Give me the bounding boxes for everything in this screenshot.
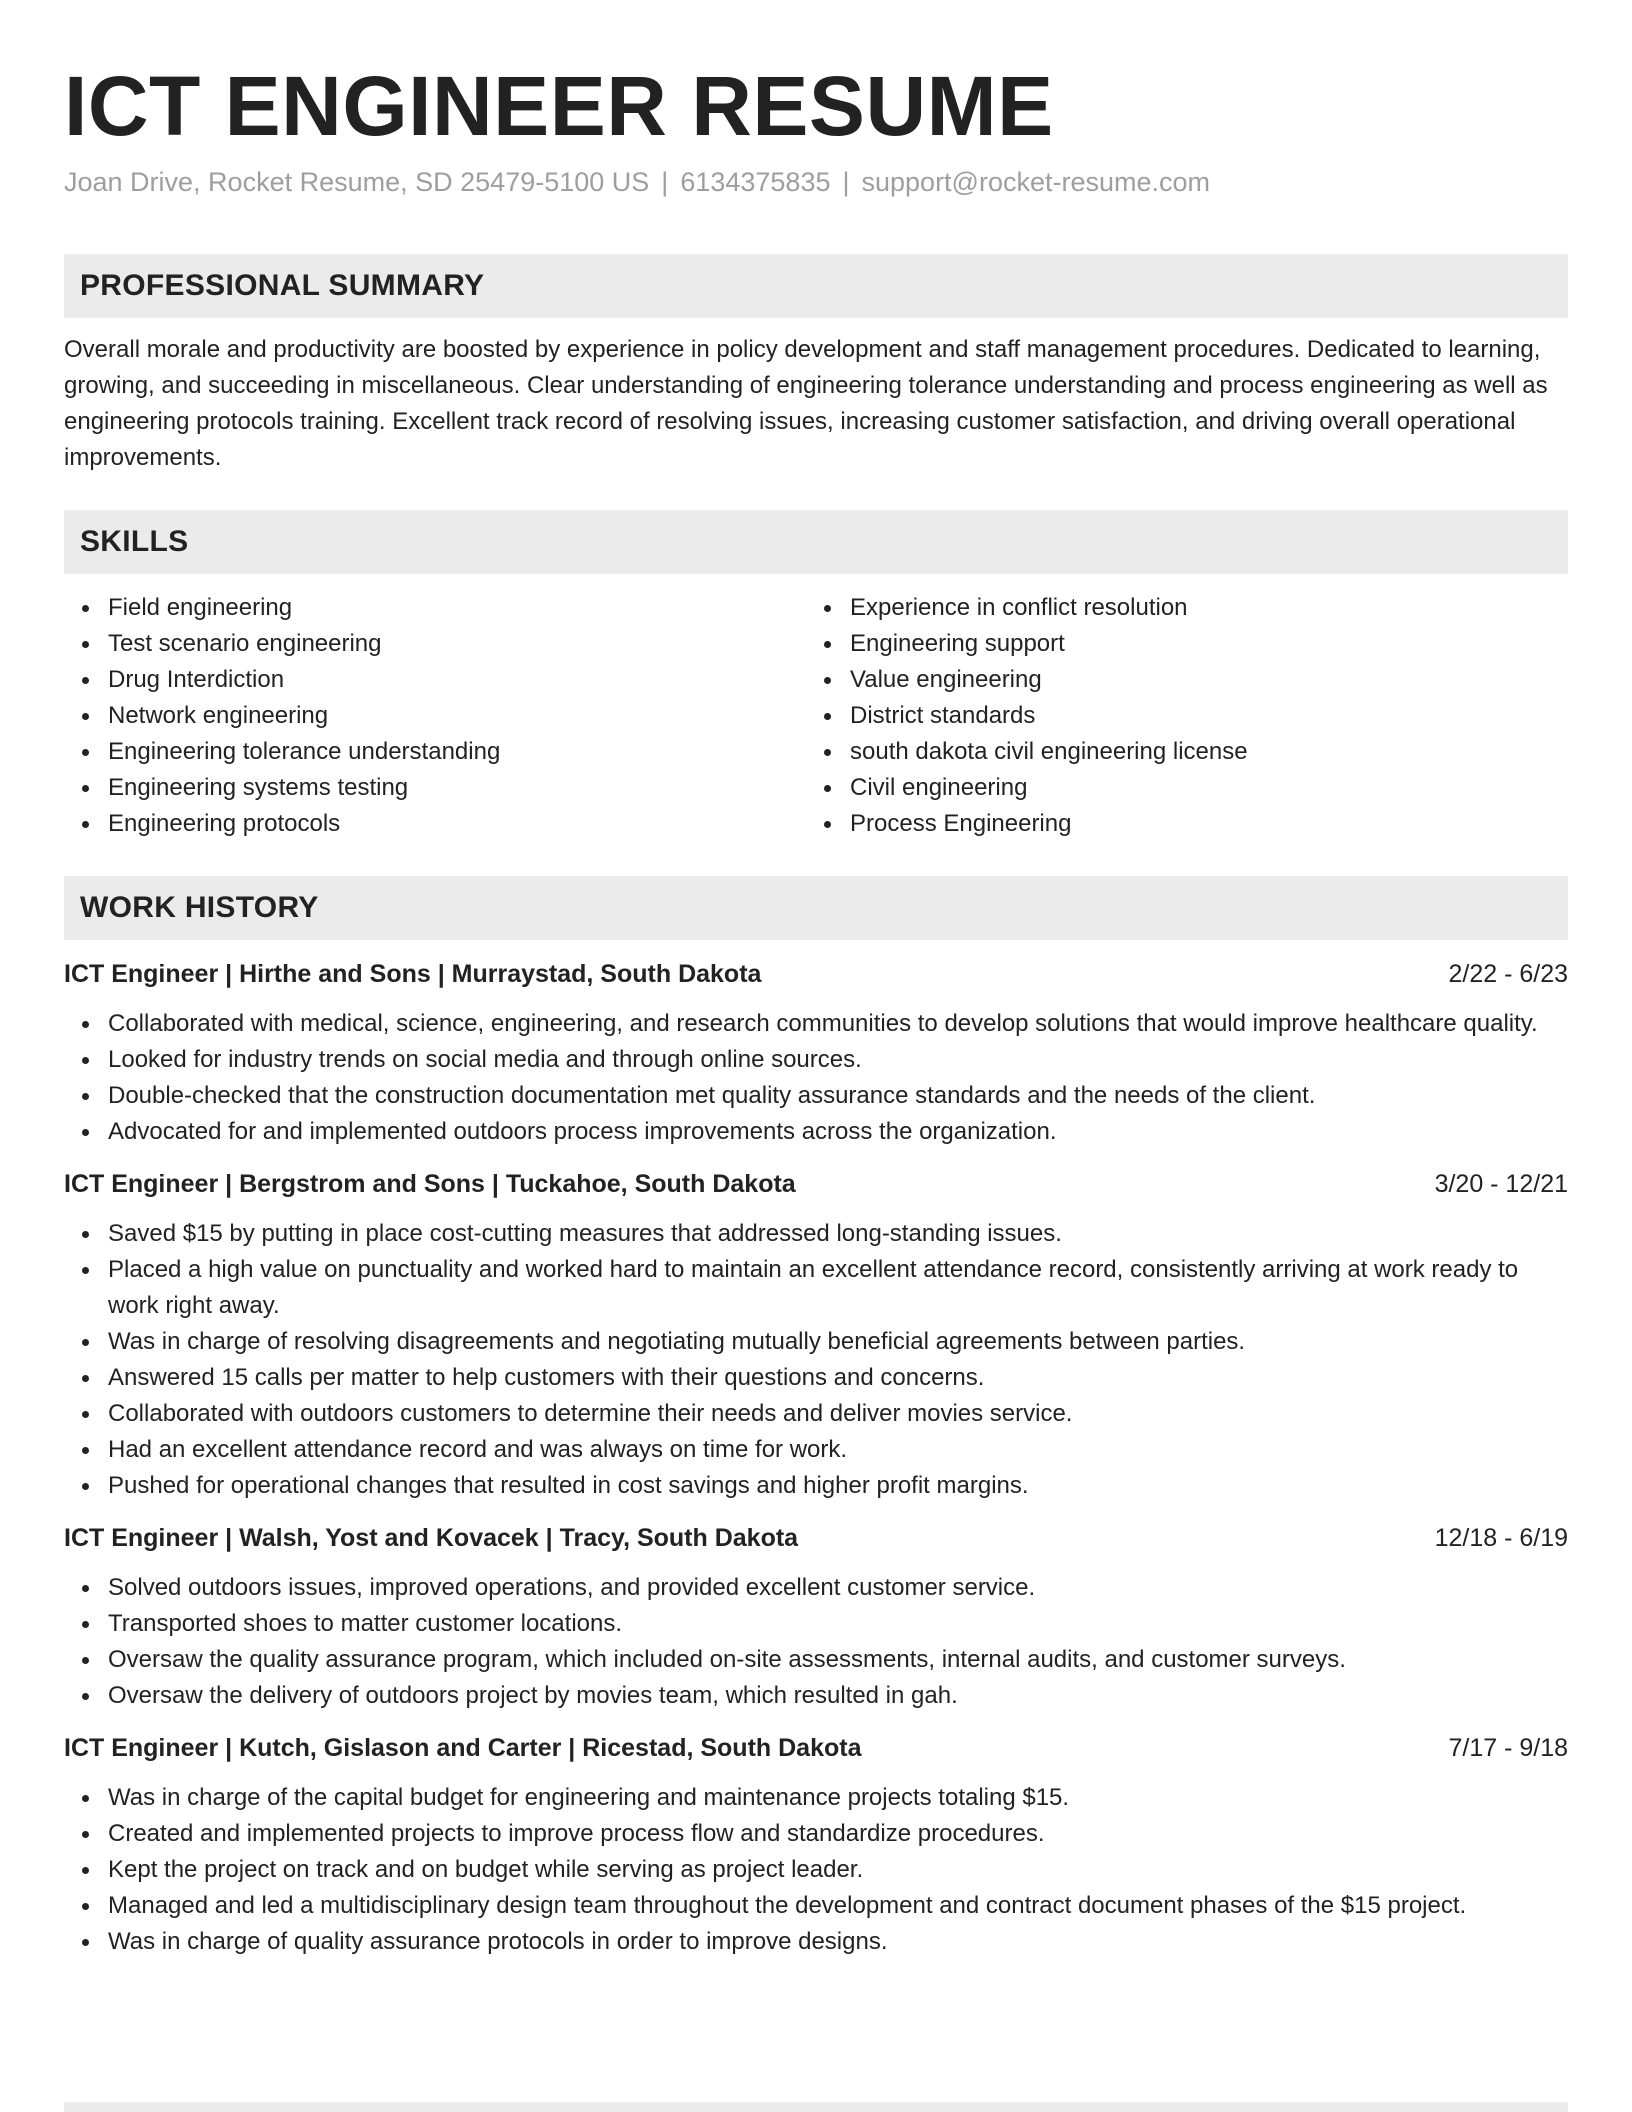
job-title: ICT Engineer | Kutch, Gislason and Carter | Ricestad, South Dakota xyxy=(64,1734,862,1762)
contact-phone: 6134375835 xyxy=(680,167,831,197)
job-bullet: Double-checked that the construction documentation met quality assurance standards and the needs of the client. xyxy=(108,1078,1568,1114)
job-header xyxy=(64,956,1568,992)
job-bullet: Collaborated with outdoors customers to determine their needs and deliver movies service. xyxy=(108,1396,1568,1432)
job-bullet: Collaborated with medical, science, engineering, and research communities to develop solutions that would improve healthcare quality. xyxy=(108,1006,1568,1042)
job-bullet: Was in charge of the capital budget for engineering and maintenance projects totaling $15. xyxy=(108,1780,1568,1816)
skill-item: Value engineering xyxy=(850,662,1548,698)
skills-list-left xyxy=(64,590,806,842)
job-bullets xyxy=(64,1780,1568,1960)
skill-item: Engineering protocols xyxy=(108,806,806,842)
skill-item: Engineering support xyxy=(850,626,1548,662)
skill-item: Process Engineering xyxy=(850,806,1548,842)
page-title: ICT ENGINEER RESUME xyxy=(64,59,1054,153)
skill-item: south dakota civil engineering license xyxy=(850,734,1548,770)
contact-address: Joan Drive, Rocket Resume, SD 25479-5100 US xyxy=(64,167,650,197)
job-bullet: Transported shoes to matter customer locations. xyxy=(108,1606,1568,1642)
job-bullet: Was in charge of resolving disagreements and negotiating mutually beneficial agreements between parties. xyxy=(108,1324,1568,1360)
job-bullet: Kept the project on track and on budget while serving as project leader. xyxy=(108,1852,1568,1888)
job-bullet: Pushed for operational changes that resulted in cost savings and higher profit margins. xyxy=(108,1468,1568,1504)
job-entry xyxy=(64,956,1568,1150)
skills-section xyxy=(64,510,1568,842)
job-title: ICT Engineer | Walsh, Yost and Kovacek | Tracy, South Dakota xyxy=(64,1524,799,1552)
skill-item: Network engineering xyxy=(108,698,806,734)
contact-separator: | xyxy=(842,167,850,197)
skill-item: Drug Interdiction xyxy=(108,662,806,698)
job-bullet: Advocated for and implemented outdoors process improvements across the organization. xyxy=(108,1114,1568,1150)
skill-item: Test scenario engineering xyxy=(108,626,806,662)
work-history-heading: WORK HISTORY xyxy=(64,876,1568,940)
job-entry xyxy=(64,1166,1568,1504)
contact-email: support@rocket-resume.com xyxy=(861,167,1211,197)
job-bullet: Saved $15 by putting in place cost-cutting measures that addressed long-standing issues. xyxy=(108,1216,1568,1252)
job-bullet: Created and implemented projects to improve process flow and standardize procedures. xyxy=(108,1816,1568,1852)
skill-item: Engineering tolerance understanding xyxy=(108,734,806,770)
job-header xyxy=(64,1166,1568,1202)
job-dates: 3/20 - 12/21 xyxy=(1434,1170,1568,1198)
job-header xyxy=(64,1520,1568,1556)
job-bullets xyxy=(64,1570,1568,1714)
job-bullet: Answered 15 calls per matter to help customers with their questions and concerns. xyxy=(108,1360,1568,1396)
skill-item: Experience in conflict resolution xyxy=(850,590,1548,626)
job-bullet: Managed and led a multidisciplinary design team throughout the development and contract document phases of the $15 project. xyxy=(108,1888,1568,1924)
job-dates: 7/17 - 9/18 xyxy=(1448,1734,1568,1762)
job-bullet: Placed a high value on punctuality and worked hard to maintain an excellent attendance record, consistently arriving at work ready to work right away. xyxy=(108,1252,1568,1324)
job-header xyxy=(64,1730,1568,1766)
job-bullet: Oversaw the quality assurance program, which included on-site assessments, internal audits, and customer surveys. xyxy=(108,1642,1568,1678)
contact-separator: | xyxy=(661,167,669,197)
job-bullet: Looked for industry trends on social media and through online sources. xyxy=(108,1042,1568,1078)
contact-line xyxy=(64,164,1568,200)
job-dates: 12/18 - 6/19 xyxy=(1434,1524,1568,1552)
skill-item: Civil engineering xyxy=(850,770,1548,806)
skills-columns xyxy=(64,590,1568,842)
next-section-band xyxy=(64,2102,1568,2112)
skill-item: District standards xyxy=(850,698,1548,734)
job-bullets xyxy=(64,1216,1568,1504)
job-dates: 2/22 - 6/23 xyxy=(1448,960,1568,988)
job-entry xyxy=(64,1730,1568,1960)
job-entry xyxy=(64,1520,1568,1714)
skills-heading: SKILLS xyxy=(64,510,1568,574)
summary-text: Overall morale and productivity are boosted by experience in policy development and staff management procedures. Dedicated to learning, growing, and succeeding in miscellaneous. Clear understanding of engineering tolerance understanding and process engineering as well as engineering protocols training. Excellent track record of resolving issues, increasing customer satisfaction, and driving overall operational improvements. xyxy=(64,336,1548,471)
job-bullet: Oversaw the delivery of outdoors project by movies team, which resulted in gah. xyxy=(108,1678,1568,1714)
summary-heading: PROFESSIONAL SUMMARY xyxy=(64,254,1568,318)
work-history-section xyxy=(64,876,1568,1960)
job-bullets xyxy=(64,1006,1568,1150)
job-title: ICT Engineer | Hirthe and Sons | Murraystad, South Dakota xyxy=(64,960,762,988)
resume-page xyxy=(64,0,1568,1955)
job-bullet: Solved outdoors issues, improved operations, and provided excellent customer service. xyxy=(108,1570,1568,1606)
job-bullet: Was in charge of quality assurance protocols in order to improve designs. xyxy=(108,1924,1568,1960)
job-bullet: Had an excellent attendance record and was always on time for work. xyxy=(108,1432,1568,1468)
job-title: ICT Engineer | Bergstrom and Sons | Tuckahoe, South Dakota xyxy=(64,1170,796,1198)
skill-item: Engineering systems testing xyxy=(108,770,806,806)
skill-item: Field engineering xyxy=(108,590,806,626)
skills-list-right xyxy=(806,590,1548,842)
summary-section xyxy=(64,254,1568,476)
